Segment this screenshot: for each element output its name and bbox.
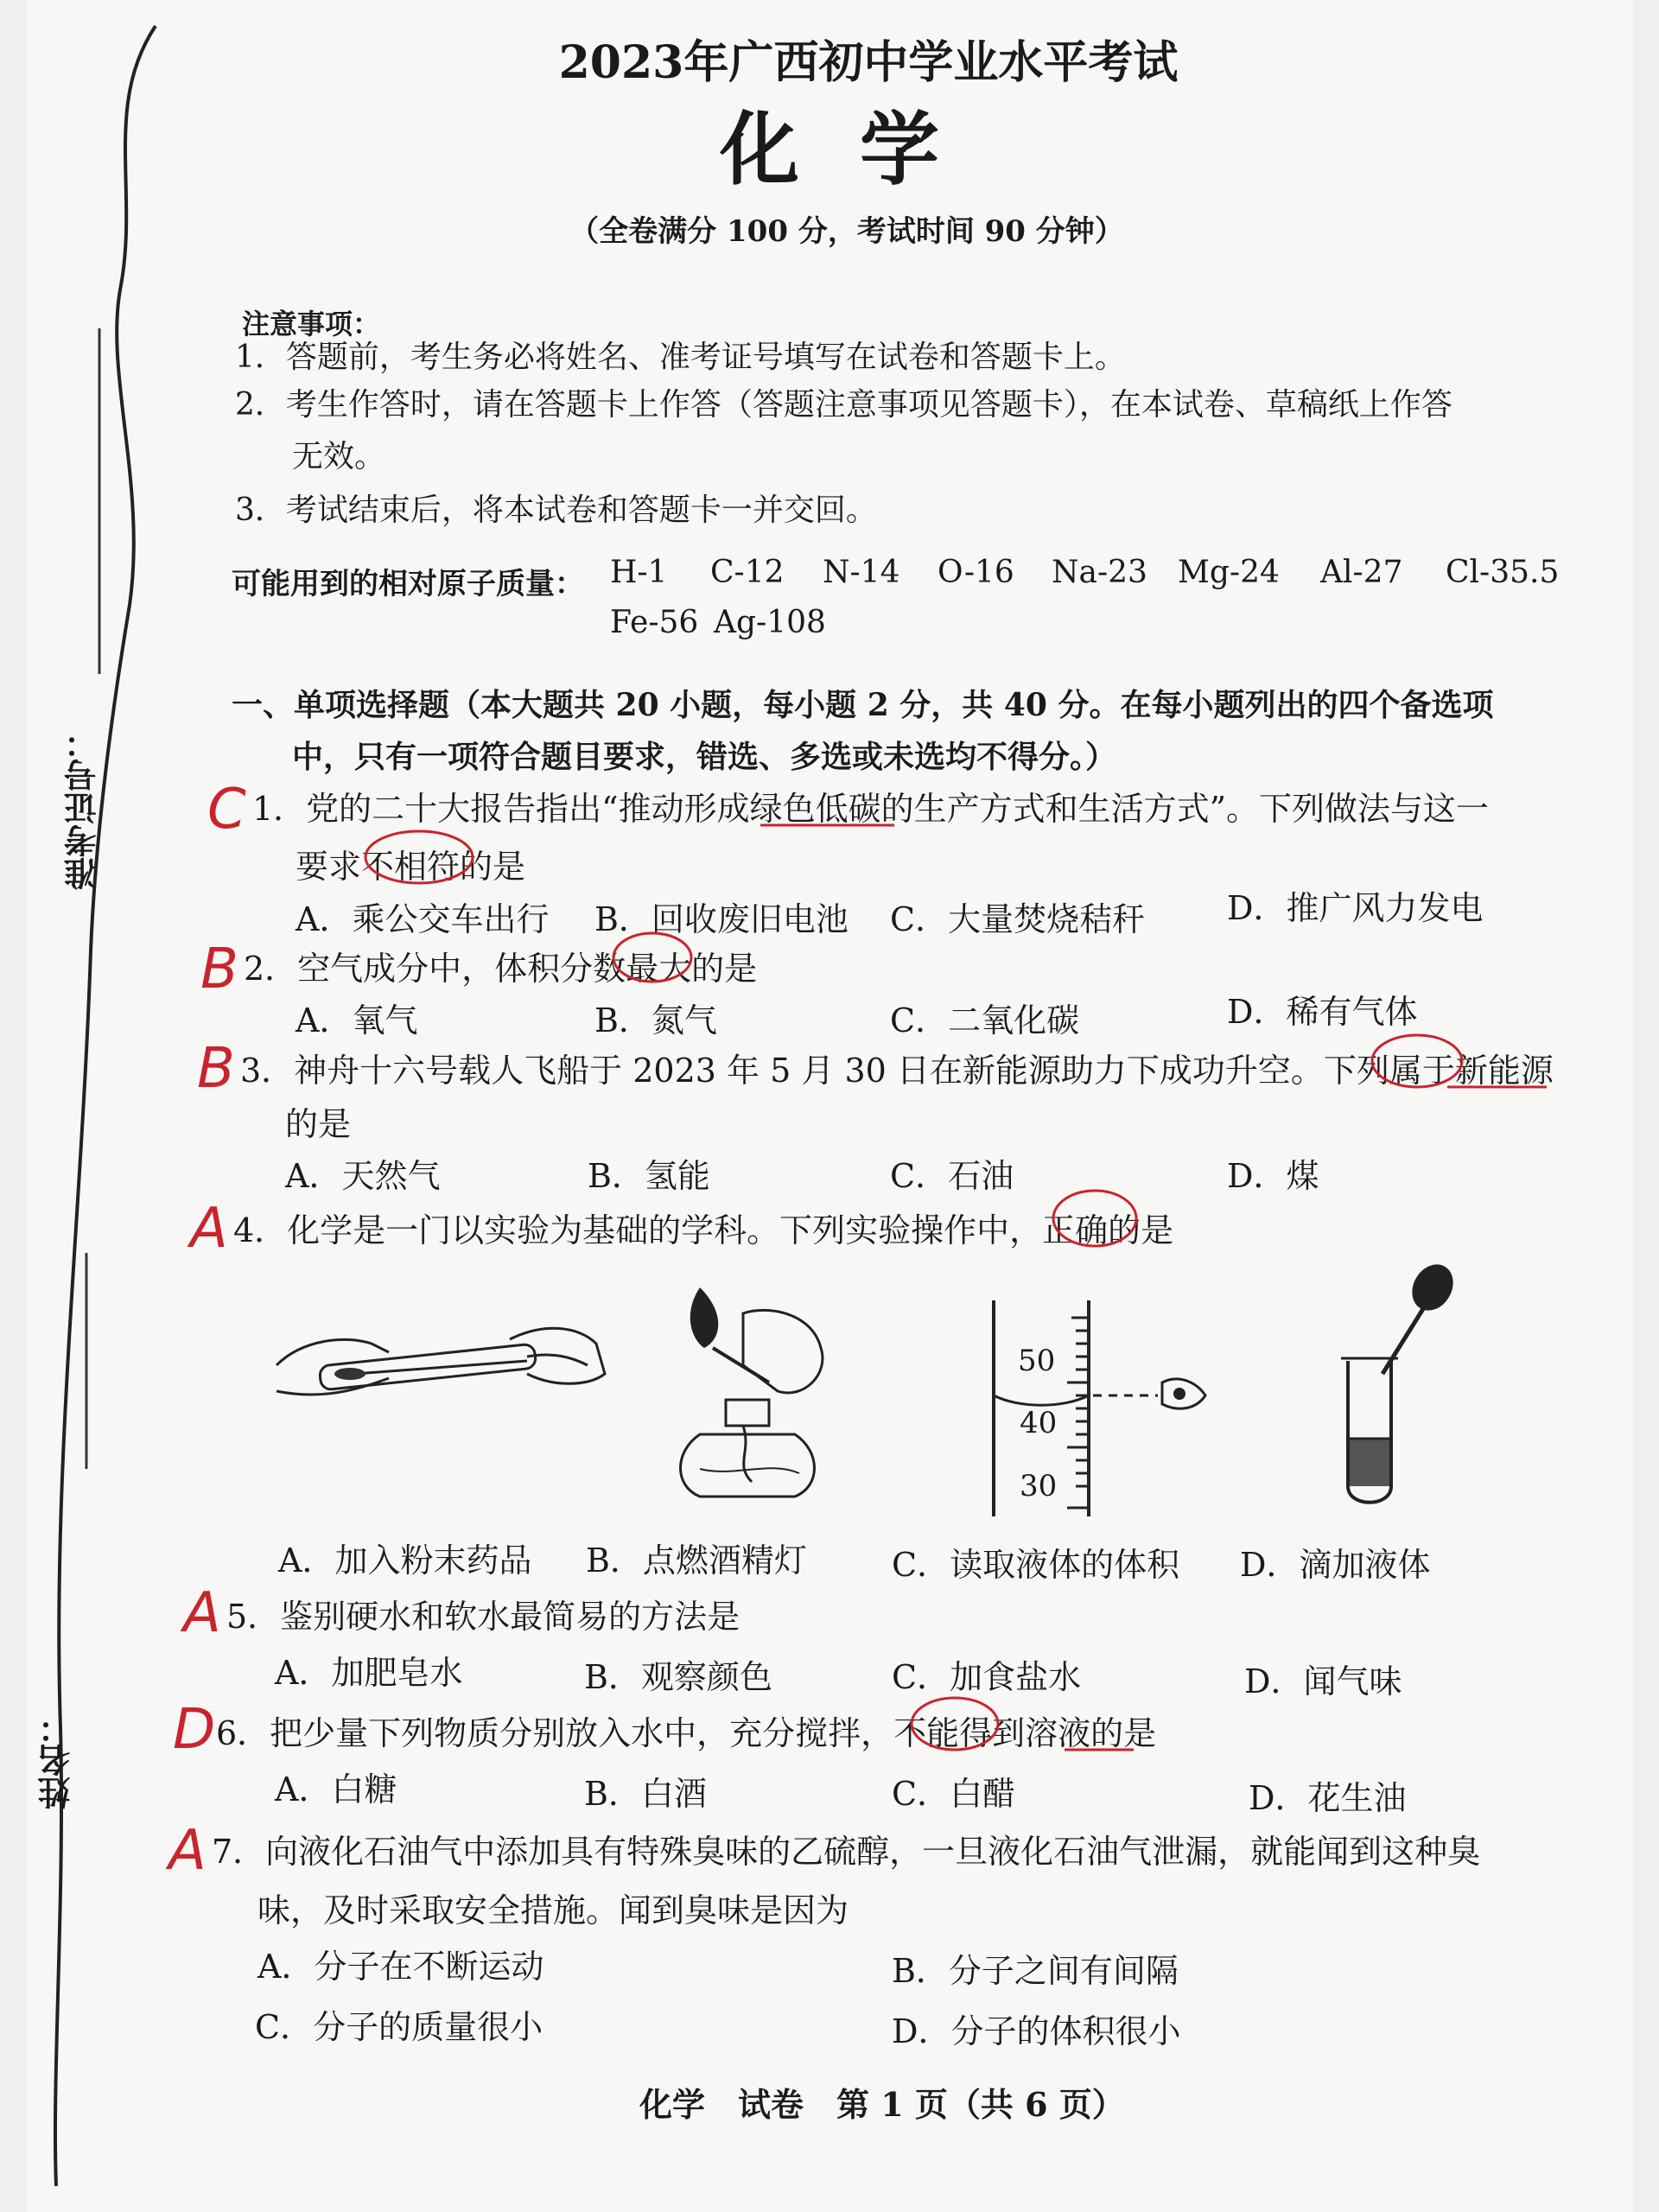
cylinder-tick-30: 30 [1020,1469,1058,1503]
q6-option-a: A．白糖 [275,1770,397,1808]
q2-option-d: D．稀有气体 [1227,993,1418,1031]
q5-option-c: C．加食盐水 [892,1658,1082,1696]
answer-mark-q5: A [183,1581,221,1645]
question-7-cont: 味，及时采取安全措施。闻到臭味是因为 [257,1891,849,1929]
q6-option-d: D．花生油 [1249,1779,1407,1817]
exam-title: 2023年广西初中学业水平考试 [558,36,1179,89]
atomic-mass-na: Na-23 [1052,555,1147,590]
notice-item-2-cont: 无效。 [292,439,386,474]
q7-option-d: D．分子的体积很小 [892,2012,1181,2050]
page-footer: 化学 试卷 第 1 页（共 6 页） [639,2085,1125,2124]
question-6: 6．把少量下列物质分别放入水中，充分搅拌，不能得到溶液的是 [216,1714,1157,1752]
q5-option-d: D．闻气味 [1244,1662,1402,1700]
q2-option-a: A．氧气 [296,1001,418,1039]
q1-option-b: B．回收废旧电池 [594,900,849,938]
atomic-mass-h: H-1 [610,555,668,590]
answer-mark-q6: D [173,1698,216,1762]
q4-option-a: A．加入粉末药品 [278,1541,532,1580]
q7-option-b: B．分子之间有间隔 [892,1952,1179,1990]
section-heading-cont: 中，只有一项符合题目要求，错选、多选或未选均不得分。） [292,739,1117,775]
cylinder-tick-40: 40 [1020,1406,1058,1440]
q1-option-d: D．推广风力发电 [1227,889,1484,927]
question-2: 2．空气成分中，体积分数最大的是 [244,950,758,988]
atomic-mass-c: C-12 [710,555,785,590]
question-7: 7．向液化石油气中添加具有特殊臭味的乙硫醇，一旦液化石油气泄漏，就能闻到这种臭 [212,1833,1481,1871]
q3-option-a: A．天然气 [285,1157,441,1195]
atomic-mass-mg: Mg-24 [1178,555,1280,590]
q2-option-b: B．氮气 [594,1001,717,1039]
q5-option-a: A．加肥皂水 [275,1654,463,1692]
atomic-mass-n: N-14 [823,555,900,590]
q7-option-c: C．分子的质量很小 [255,2008,543,2046]
subject-title: 化学 [719,103,1000,196]
question-1: 1．党的二十大报告指出“推动形成绿色低碳的生产方式和生活方式”。下列做法与这一 [252,790,1490,828]
q1-option-c: C．大量焚烧秸秆 [890,900,1146,938]
q4-option-b: B．点燃酒精灯 [586,1541,807,1580]
question-3: 3．神舟十六号载人飞船于 2023 年 5 月 30 日在新能源助力下成功升空。下列属于新能源 [240,1052,1554,1090]
q3-option-b: B．氢能 [588,1157,710,1195]
q5-option-b: B．观察颜色 [584,1658,772,1696]
q3-option-c: C．石油 [890,1157,1014,1195]
answer-mark-q7: A [168,1819,207,1883]
atomic-mass-cl: Cl-35.5 [1446,555,1560,590]
notice-item-1: 1．答题前，考生务必将姓名、准考证号填写在试卷和答题卡上。 [235,340,1126,375]
name-label: 姓名： [37,1711,76,1809]
exam-info: （全卷满分 100 分，考试时间 90 分钟） [569,214,1124,249]
answer-mark-q4: A [190,1197,228,1261]
q4-option-d: D．滴加液体 [1240,1546,1431,1584]
answer-mark-q3: B [197,1037,235,1101]
question-4: 4．化学是一门以实验为基础的学科。下列实验操作中，正确的是 [233,1211,1174,1249]
q4-option-c: C．读取液体的体积 [892,1546,1180,1584]
atomic-mass-al: Al-27 [1320,555,1403,590]
answer-mark-q1: C [207,778,246,842]
atomic-mass-o: O-16 [938,555,1014,590]
atomic-mass-label: 可能用到的相对原子质量： [232,567,584,601]
cylinder-tick-50: 50 [1018,1344,1056,1378]
q2-option-c: C．二氧化碳 [890,1001,1080,1039]
notice-item-3: 3．考试结束后，将本试卷和答题卡一并交回。 [235,493,877,528]
exam-number-label: 准考证号： [63,726,102,890]
atomic-mass-fe: Fe-56 [610,605,699,640]
q1-option-a: A．乘公交车出行 [296,900,550,938]
q6-option-b: B．白酒 [584,1775,707,1813]
q6-option-c: C．白醋 [892,1775,1016,1813]
question-5: 5．鉴别硬水和软水最简易的方法是 [226,1598,741,1636]
q3-option-d: D．煤 [1227,1157,1319,1195]
question-3-cont: 的是 [285,1105,352,1143]
notice-item-2: 2．考生作答时，请在答题卡上作答（答题注意事项见答题卡），在本试卷、草稿纸上作答 [235,387,1452,423]
section-heading: 一、单项选择题（本大题共 20 小题，每小题 2 分，共 40 分。在每小题列出的四个备选项 [232,687,1494,723]
atomic-mass-ag: Ag-108 [714,605,826,640]
answer-mark-q2: B [200,938,238,1001]
question-1-cont: 要求不相符的是 [296,848,526,886]
q7-option-a: A．分子在不断运动 [257,1948,544,1986]
notice-heading: 注意事项： [242,308,381,340]
